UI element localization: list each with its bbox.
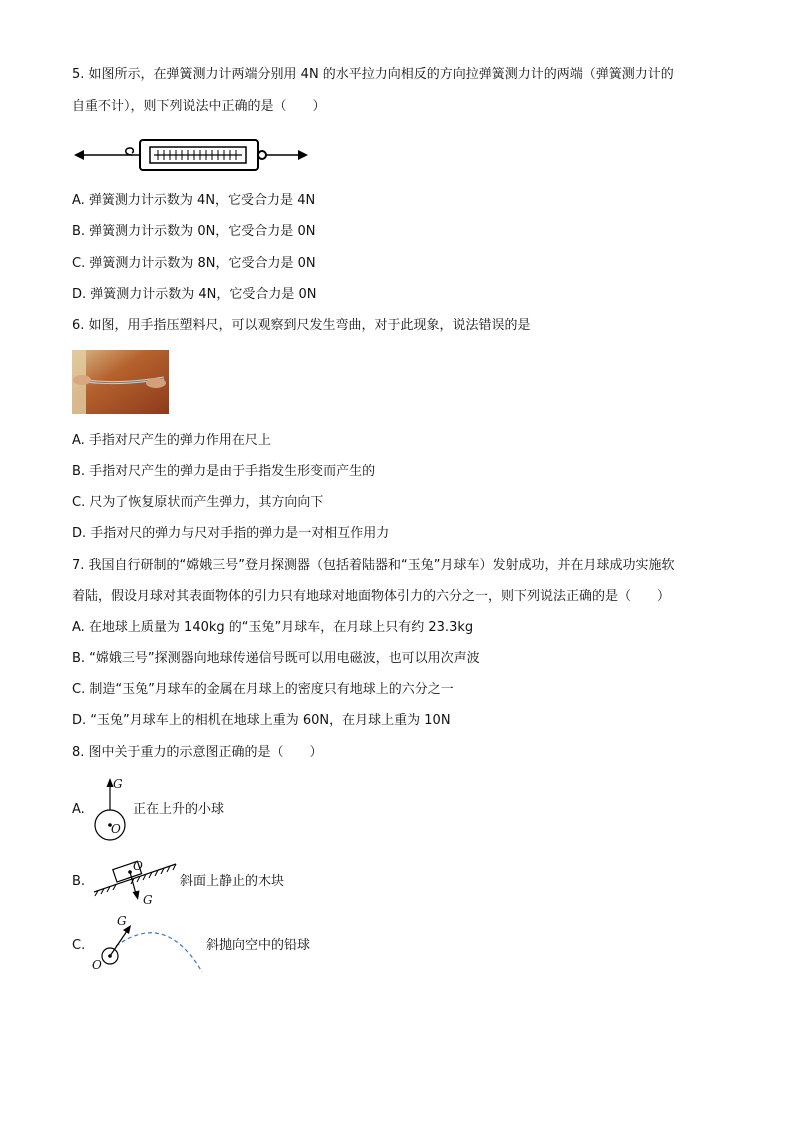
q5-stem-line2: 自重不计），则下列说法中正确的是（ ） [72,99,326,114]
q8-b-force-label: G [143,893,153,907]
spring-scale-figure [72,136,312,174]
q5-option-c: C. 弹簧测力计示数为 8N，它受合力是 0N [72,256,316,271]
q6-option-d: D. 手指对尺的弹力与尺对手指的弹力是一对相互作用力 [72,526,390,541]
q6-option-b: B. 手指对尺产生的弹力是由于手指发生形变而产生的 [72,464,376,479]
q8-a-center-label: O [111,822,121,836]
q8-c-force-label: G [117,914,127,928]
q7-option-b: B. “嫦娥三号”探测器向地球传递信号既可以用电磁波，也可以用次声波 [72,651,480,666]
q7-stem-line2: 着陆，假设月球对其表面物体的引力只有地球对地面物体引力的六分之一，则下列说法正确的是（ ） [72,589,671,604]
q8-a-force-label: G [113,777,123,791]
q7-stem-line1: 7. 我国自行研制的“嫦娥三号”登月探测器（包括着陆器和“玉兔”月球车）发射成功，并在月球成功实施软 [72,558,675,573]
q8-b-caption: 斜面上静止的木块 [180,874,285,889]
q8-b-center-label: O [133,859,143,873]
q7-option-c: C. 制造“玉兔”月球车的金属在月球上的密度只有地球上的六分之一 [72,682,454,697]
q5-option-a: A. 弹簧测力计示数为 4N，它受合力是 4N [72,193,316,208]
q8-option-b-letter: B. [72,874,86,889]
q5-option-d: D. 弹簧测力计示数为 4N，它受合力是 0N [72,287,317,302]
q8-a-caption: 正在上升的小球 [133,802,225,817]
q6-option-a: A. 手指对尺产生的弹力作用在尺上 [72,433,271,448]
thrown-shot-diagram [96,914,206,978]
q8-option-a-letter: A. [72,802,85,817]
q8-option-c-letter: C. [72,938,86,953]
q5-stem-line1: 5. 如图所示，在弹簧测力计两端分别用 4N 的水平拉力向相反的方向拉弹簧测力计的两端（弹簧测力计的 [72,67,674,82]
q6-stem: 6. 如图，用手指压塑料尺，可以观察到尺发生弯曲，对于此现象，说法错误的是 [72,318,531,333]
q8-c-caption: 斜抛向空中的铅球 [206,938,311,953]
q8-stem: 8. 图中关于重力的示意图正确的是（ ） [72,745,323,760]
q6-option-c: C. 尺为了恢复原状而产生弹力，其方向向下 [72,495,324,510]
q7-option-a: A. 在地球上质量为 140kg 的“玉兔”月球车，在月球上只有约 23.3kg [72,620,474,635]
q5-option-b: B. 弹簧测力计示数为 0N，它受合力是 0N [72,224,316,239]
q7-option-d: D. “玉兔”月球车上的相机在地球上重为 60N，在月球上重为 10N [72,713,451,728]
q8-c-center-label: O [92,958,102,972]
ruler-photo [72,350,169,414]
